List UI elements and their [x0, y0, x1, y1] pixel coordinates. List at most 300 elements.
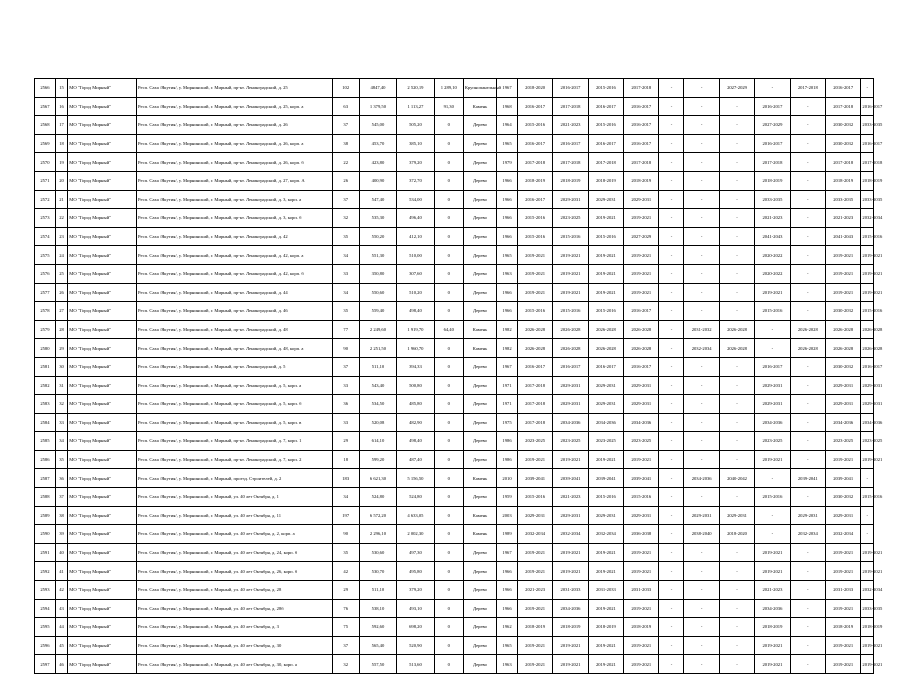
table-cell: 2029-2031	[624, 190, 659, 209]
table-cell: Дерево	[463, 562, 496, 581]
table-cell: 2039-2041	[790, 469, 825, 488]
table-cell: 2019-2021	[861, 246, 874, 265]
table-cell: 6 572,20	[359, 506, 396, 525]
table-cell: 2029-2031	[588, 376, 623, 395]
table-cell: 2018-2019	[826, 618, 861, 637]
table-cell: 2018-2019	[624, 171, 659, 190]
table-cell: -	[659, 562, 684, 581]
table-cell: МО "Город Мирный"	[68, 134, 137, 153]
table-cell: 2017-2018	[755, 153, 790, 172]
table-cell: -	[719, 581, 754, 600]
table-cell: 2010	[497, 469, 518, 488]
table-cell: Дерево	[463, 618, 496, 637]
table-cell: -	[684, 655, 719, 674]
table-cell: 1967	[497, 357, 518, 376]
table-cell: -	[659, 488, 684, 507]
table-cell: 547,40	[359, 190, 396, 209]
table-cell: Дерево	[463, 413, 496, 432]
table-cell: Респ. Саха /Якутия/, у. Мирнинский, г. Мирный, пр-кт. Ленинградский, д. 26, корп. а	[136, 134, 332, 153]
table-row	[35, 302, 874, 321]
table-row	[35, 562, 874, 581]
table-cell: 2026-2028	[826, 339, 861, 358]
table-cell: 64,40	[434, 320, 463, 339]
table-cell: -	[790, 562, 825, 581]
table-cell: 2034-2036	[588, 413, 623, 432]
table-cell: 2031-2033	[624, 581, 659, 600]
table-cell: 2017-2018	[517, 376, 552, 395]
table-cell: 2019-2021	[624, 246, 659, 265]
table-cell: 2019-2021	[517, 283, 552, 302]
table-cell: Респ. Саха /Якутия/, у. Мирнинский, г. Мирный, пр-кт. Ленинградский, д. 5, корп. а	[136, 376, 332, 395]
table-cell: 2030-2032	[826, 302, 861, 321]
table-cell: 538,10	[359, 599, 396, 618]
table-cell: 524,80	[397, 488, 434, 507]
table-cell: Респ. Саха /Якутия/, у. Мирнинский, г. Мирный, пр-кт. Ленинградский, д. 42, корп. а	[136, 246, 332, 265]
table-cell: 2032-2034	[790, 525, 825, 544]
table-cell: -	[790, 413, 825, 432]
table-cell: -	[684, 116, 719, 135]
table-cell: 2586	[35, 450, 56, 469]
table-cell: 2016-2017	[588, 134, 623, 153]
table-cell: 2019-2021	[553, 264, 588, 283]
table-cell: МО "Город Мирный"	[68, 581, 137, 600]
table-cell: -	[719, 283, 754, 302]
table-cell: 29	[55, 339, 67, 358]
table-cell: МО "Город Мирный"	[68, 432, 137, 451]
table-cell: 0	[434, 655, 463, 674]
table-cell: 2026-2028	[790, 320, 825, 339]
table-cell: -	[719, 395, 754, 414]
table-cell: -	[719, 655, 754, 674]
table-cell: 2015-2016	[861, 488, 874, 507]
table-cell: 2015-2016	[588, 116, 623, 135]
table-cell: МО "Город Мирный"	[68, 283, 137, 302]
table-cell: Респ. Саха /Якутия/, у. Мирнинский, г. Мирный, ул. 40 лет Октября, д. 2, корп. а	[136, 525, 332, 544]
table-cell: 36	[55, 469, 67, 488]
table-row	[35, 543, 874, 562]
table-cell: -	[719, 432, 754, 451]
table-cell: 2570	[35, 153, 56, 172]
table-cell: 2016-2017	[755, 134, 790, 153]
table-cell: -	[790, 395, 825, 414]
table-cell: -	[659, 320, 684, 339]
table-cell: 32	[332, 209, 359, 228]
table-cell: 520,90	[397, 636, 434, 655]
table-cell: 2015-2016	[553, 227, 588, 246]
table-cell: 2021-2023	[517, 581, 552, 600]
table-cell: 2019-2021	[588, 599, 623, 618]
table-cell: МО "Город Мирный"	[68, 525, 137, 544]
table-row	[35, 97, 874, 116]
table-cell: 1963	[497, 264, 518, 283]
table-cell: 2040-2042	[719, 469, 754, 488]
table-cell: 2019-2021	[755, 283, 790, 302]
table-cell: 2016-2017	[553, 134, 588, 153]
table-cell: Дерево	[463, 376, 496, 395]
table-cell: -	[719, 171, 754, 190]
table-cell: Респ. Саха /Якутия/, у. Мирнинский, г. Мирный, пр-кт. Ленинградский, д. 7, корп. 2	[136, 450, 332, 469]
table-cell: 493,10	[397, 599, 434, 618]
table-cell: 0	[434, 339, 463, 358]
table-cell: 2019-2021	[588, 283, 623, 302]
table-cell: -	[659, 97, 684, 116]
table-cell: 2017-2018	[517, 413, 552, 432]
table-cell: 2019-2021	[553, 450, 588, 469]
table-cell: 0	[434, 209, 463, 228]
table-cell: 2039-2041	[624, 469, 659, 488]
table-cell: МО "Город Мирный"	[68, 562, 137, 581]
table-cell: Дерево	[463, 134, 496, 153]
table-cell: МО "Город Мирный"	[68, 246, 137, 265]
table-cell: Дерево	[463, 283, 496, 302]
table-row	[35, 209, 874, 228]
table-cell: -	[790, 283, 825, 302]
table-cell: -	[755, 79, 790, 98]
table-cell: 2032-2034	[553, 525, 588, 544]
table-cell: 34	[332, 488, 359, 507]
table-cell: 2019-2021	[517, 562, 552, 581]
table-cell: Респ. Саха /Якутия/, у. Мирнинский, г. Мирный, ул. 40 лет Октября, д. 26, корп. б	[136, 562, 332, 581]
table-cell: 2018-2019	[755, 171, 790, 190]
table-cell: 1966	[497, 209, 518, 228]
table-cell: 2019-2021	[826, 264, 861, 283]
table-cell: -	[684, 227, 719, 246]
table-cell: 1966	[497, 581, 518, 600]
capital-repair-table	[34, 78, 883, 674]
table-cell: 2015-2016	[624, 488, 659, 507]
table-row	[35, 450, 874, 469]
table-cell: МО "Город Мирный"	[68, 302, 137, 321]
table-cell: 2587	[35, 469, 56, 488]
table-cell: 614,10	[359, 432, 396, 451]
table-cell: -	[659, 79, 684, 98]
table-cell: -	[659, 246, 684, 265]
table-cell: 2568	[35, 116, 56, 135]
table-cell: 2021-2023	[755, 581, 790, 600]
table-cell: 29	[332, 581, 359, 600]
table-cell: 20	[55, 171, 67, 190]
table-cell: 2026-2028	[861, 339, 874, 358]
table-cell: 2015-2016	[588, 488, 623, 507]
table-cell: 2019-2021	[826, 599, 861, 618]
table-cell: 37	[332, 190, 359, 209]
table-cell: 1979	[497, 153, 518, 172]
table-cell: 482,90	[397, 413, 434, 432]
table-cell: 453,70	[359, 134, 396, 153]
table-row	[35, 581, 874, 600]
table-cell: Дерево	[463, 488, 496, 507]
table-cell: 0	[434, 469, 463, 488]
table-cell: 36	[332, 395, 359, 414]
table-cell: 2034-2036	[755, 413, 790, 432]
table-cell: 0	[434, 599, 463, 618]
table-cell: 2019-2021	[826, 636, 861, 655]
table-cell: 2026-2028	[553, 339, 588, 358]
table-cell: -	[790, 264, 825, 283]
table-cell: 2019-2021	[517, 246, 552, 265]
table-cell: 2015-2016	[588, 302, 623, 321]
table-cell: 698,20	[397, 618, 434, 637]
table-cell: 35	[55, 450, 67, 469]
table-cell: 2016-2017	[624, 357, 659, 376]
table-cell: -	[790, 134, 825, 153]
table-cell: -	[790, 97, 825, 116]
table-cell: 2021-2023	[553, 116, 588, 135]
table-cell: 37	[332, 116, 359, 135]
table-cell: -	[719, 636, 754, 655]
table-cell: Дерево	[463, 153, 496, 172]
table-cell: 2016-2017	[624, 97, 659, 116]
table-cell: МО "Город Мирный"	[68, 97, 137, 116]
table-cell: 45	[55, 636, 67, 655]
table-cell: 551,30	[359, 246, 396, 265]
table-cell: 599,20	[359, 450, 396, 469]
table-cell: Респ. Саха /Якутия/, у. Мирнинский, г. Мирный, ул. 40 лет Октября, д. 28	[136, 581, 332, 600]
table-cell: 2019-2021	[588, 209, 623, 228]
table-cell: 75	[332, 618, 359, 637]
table-cell: 385,10	[397, 134, 434, 153]
table-cell: Дерево	[463, 432, 496, 451]
table-cell: -	[684, 264, 719, 283]
table-cell: Крупнопанельный	[463, 79, 496, 98]
table-cell: -	[659, 153, 684, 172]
table-cell: -	[790, 581, 825, 600]
table-cell: 2019-2021	[517, 543, 552, 562]
table-cell: 2018-2020	[517, 79, 552, 98]
table-cell: МО "Город Мирный"	[68, 469, 137, 488]
table-cell: 2015-2016	[861, 302, 874, 321]
table-cell: -	[684, 134, 719, 153]
table-row	[35, 171, 874, 190]
table-cell: 2039-2041	[588, 469, 623, 488]
table-cell: Дерево	[463, 209, 496, 228]
table-row	[35, 320, 874, 339]
table-cell: 2039-2041	[553, 469, 588, 488]
table-cell: -	[719, 562, 754, 581]
table-cell: 1966	[497, 302, 518, 321]
table-cell: 0	[434, 618, 463, 637]
table-cell: -	[684, 543, 719, 562]
table-cell: 2016-2017	[624, 302, 659, 321]
table-cell: 534,50	[359, 395, 396, 414]
table-cell: 2027-2029	[755, 116, 790, 135]
table-cell: -	[684, 618, 719, 637]
table-cell: -	[684, 302, 719, 321]
housing-register-sheet	[34, 78, 883, 674]
table-cell: 2032-2034	[684, 339, 719, 358]
table-cell: 487,40	[397, 450, 434, 469]
table-cell: 1986	[497, 450, 518, 469]
table-cell: 33	[332, 264, 359, 283]
table-cell: 0	[434, 246, 463, 265]
table-cell: 2567	[35, 97, 56, 116]
table-cell: 2033-2035	[861, 190, 874, 209]
table-cell: МО "Город Мирный"	[68, 79, 137, 98]
table-cell: 2031-2032	[684, 320, 719, 339]
table-cell: -	[755, 320, 790, 339]
table-cell: -	[659, 339, 684, 358]
table-cell: 2019-2021	[826, 283, 861, 302]
table-cell: 2034-2036	[553, 599, 588, 618]
table-cell: -	[659, 357, 684, 376]
table-row	[35, 153, 874, 172]
table-cell: 1 919,70	[397, 320, 434, 339]
table-cell: -	[719, 264, 754, 283]
table-cell: 2015-2016	[755, 302, 790, 321]
table-cell: 25	[55, 264, 67, 283]
table-cell: -	[790, 376, 825, 395]
table-cell: 2031-2033	[588, 581, 623, 600]
table-cell: 91,30	[434, 97, 463, 116]
table-cell: 2017-2018	[826, 153, 861, 172]
table-cell: 1966	[497, 190, 518, 209]
table-cell: -	[659, 209, 684, 228]
table-cell: 2029-2031	[553, 395, 588, 414]
table-cell: 1965	[497, 134, 518, 153]
table-cell: 2018-2019	[861, 171, 874, 190]
table-cell: -	[719, 302, 754, 321]
table-cell: 2019-2021	[588, 636, 623, 655]
table-cell: 1959	[497, 488, 518, 507]
table-cell: Камень	[463, 320, 496, 339]
table-cell: -	[719, 97, 754, 116]
table-cell: 559,40	[359, 302, 396, 321]
table-body	[35, 79, 883, 674]
table-cell: 2018-2019	[588, 171, 623, 190]
table-cell: 0	[434, 450, 463, 469]
table-cell: 35	[332, 227, 359, 246]
table-cell: 2019-2021	[755, 655, 790, 674]
table-cell: 2583	[35, 395, 56, 414]
table-cell: -	[659, 264, 684, 283]
table-cell: МО "Город Мирный"	[68, 450, 137, 469]
table-cell: 2032-2034	[826, 525, 861, 544]
table-row	[35, 264, 874, 283]
table-cell: -	[790, 153, 825, 172]
table-cell: Камень	[463, 469, 496, 488]
table-cell: 2019-2021	[588, 655, 623, 674]
table-cell: -	[790, 116, 825, 135]
table-cell: -	[790, 190, 825, 209]
table-cell: 2019-2021	[861, 636, 874, 655]
table-cell: 1966	[497, 227, 518, 246]
table-cell: Респ. Саха /Якутия/, у. Мирнинский, г. Мирный, пр-кт. Ленинградский, д. 25, корп. а	[136, 97, 332, 116]
table-cell: 530,70	[359, 562, 396, 581]
table-cell: 2039-2041	[517, 469, 552, 488]
table-cell: 2018-2019	[861, 618, 874, 637]
table-cell: 0	[434, 116, 463, 135]
table-cell: Дерево	[463, 190, 496, 209]
table-cell: 557,50	[359, 655, 396, 674]
table-cell: 2019-2021	[755, 450, 790, 469]
table-cell: 2029-2031	[790, 506, 825, 525]
table-cell: Респ. Саха /Якутия/, у. Мирнинский, г. Мирный, пр-кт. Ленинградский, д. 7, корп. 1	[136, 432, 332, 451]
table-cell: -	[719, 376, 754, 395]
table-cell: 2018-2020	[719, 525, 754, 544]
table-cell: 510,00	[397, 246, 434, 265]
table-cell: Дерево	[463, 581, 496, 600]
table-cell: 2029-2031	[517, 506, 552, 525]
table-cell: 372,70	[397, 171, 434, 190]
table-cell: 2031-2033	[553, 581, 588, 600]
table-cell: 2030-2032	[826, 134, 861, 153]
table-cell: Респ. Саха /Якутия/, у. Мирнинский, г. Мирный, пр-кт. Ленинградский, д. 3, корп. б	[136, 209, 332, 228]
table-cell: -	[684, 413, 719, 432]
table-cell: 2017-2018	[624, 153, 659, 172]
table-cell: 2039-2041	[826, 469, 861, 488]
table-cell: 2032-2034	[861, 209, 874, 228]
table-cell: 2029-2031	[624, 376, 659, 395]
table-cell: 2016-2017	[517, 357, 552, 376]
table-cell: 2019-2021	[861, 283, 874, 302]
table-cell: 2566	[35, 79, 56, 98]
table-cell: Дерево	[463, 450, 496, 469]
table-cell: 2590	[35, 525, 56, 544]
table-cell: 2018-2019	[826, 171, 861, 190]
table-cell: 27	[55, 302, 67, 321]
table-cell: -	[719, 116, 754, 135]
table-cell: 2041-2043	[826, 227, 861, 246]
table-cell: 43	[55, 599, 67, 618]
table-cell: 1982	[497, 320, 518, 339]
table-cell: 2572	[35, 190, 56, 209]
table-cell: Дерево	[463, 116, 496, 135]
table-cell: 0	[434, 153, 463, 172]
table-row	[35, 376, 874, 395]
table-cell: 77	[332, 320, 359, 339]
table-cell: 90	[332, 339, 359, 358]
table-cell: -	[659, 376, 684, 395]
table-row	[35, 525, 874, 544]
table-cell: 2029-2031	[755, 395, 790, 414]
table-cell: -	[861, 469, 874, 488]
table-cell: 1971	[497, 376, 518, 395]
table-cell: -	[755, 339, 790, 358]
table-row	[35, 227, 874, 246]
table-cell: МО "Город Мирный"	[68, 190, 137, 209]
table-cell: Респ. Саха /Якутия/, у. Мирнинский, г. Мирный, пр-кт. Ленинградский, д. 46	[136, 302, 332, 321]
table-cell: 2030-2032	[826, 357, 861, 376]
table-cell: Респ. Саха /Якутия/, у. Мирнинский, г. Мирный, ул. 40 лет Октября, д. 11	[136, 506, 332, 525]
table-cell: 15	[55, 79, 67, 98]
table-cell: МО "Город Мирный"	[68, 376, 137, 395]
table-cell: 2021-2023	[826, 209, 861, 228]
table-cell: 6 621,30	[359, 469, 396, 488]
table-cell: -	[659, 171, 684, 190]
table-cell: Дерево	[463, 655, 496, 674]
table-cell: -	[684, 395, 719, 414]
table-cell: -	[684, 432, 719, 451]
table-cell: 1968	[497, 97, 518, 116]
table-cell: 2019-2021	[553, 246, 588, 265]
table-cell: -	[719, 599, 754, 618]
table-cell: 2027-2029	[719, 79, 754, 98]
table-cell: 2018-2019	[517, 171, 552, 190]
table-cell: -	[755, 525, 790, 544]
table-cell: -	[684, 190, 719, 209]
table-cell: 2019-2021	[517, 655, 552, 674]
table-cell: 2029-2031	[719, 506, 754, 525]
table-cell: 513,60	[397, 655, 434, 674]
table-cell: 1966	[497, 599, 518, 618]
table-cell: 2019-2021	[588, 246, 623, 265]
table-cell: 0	[434, 395, 463, 414]
table-cell: 0	[434, 134, 463, 153]
table-cell: 1966	[497, 171, 518, 190]
table-cell: -	[790, 171, 825, 190]
table-cell: 500,80	[397, 376, 434, 395]
table-cell: 2015-2016	[755, 488, 790, 507]
